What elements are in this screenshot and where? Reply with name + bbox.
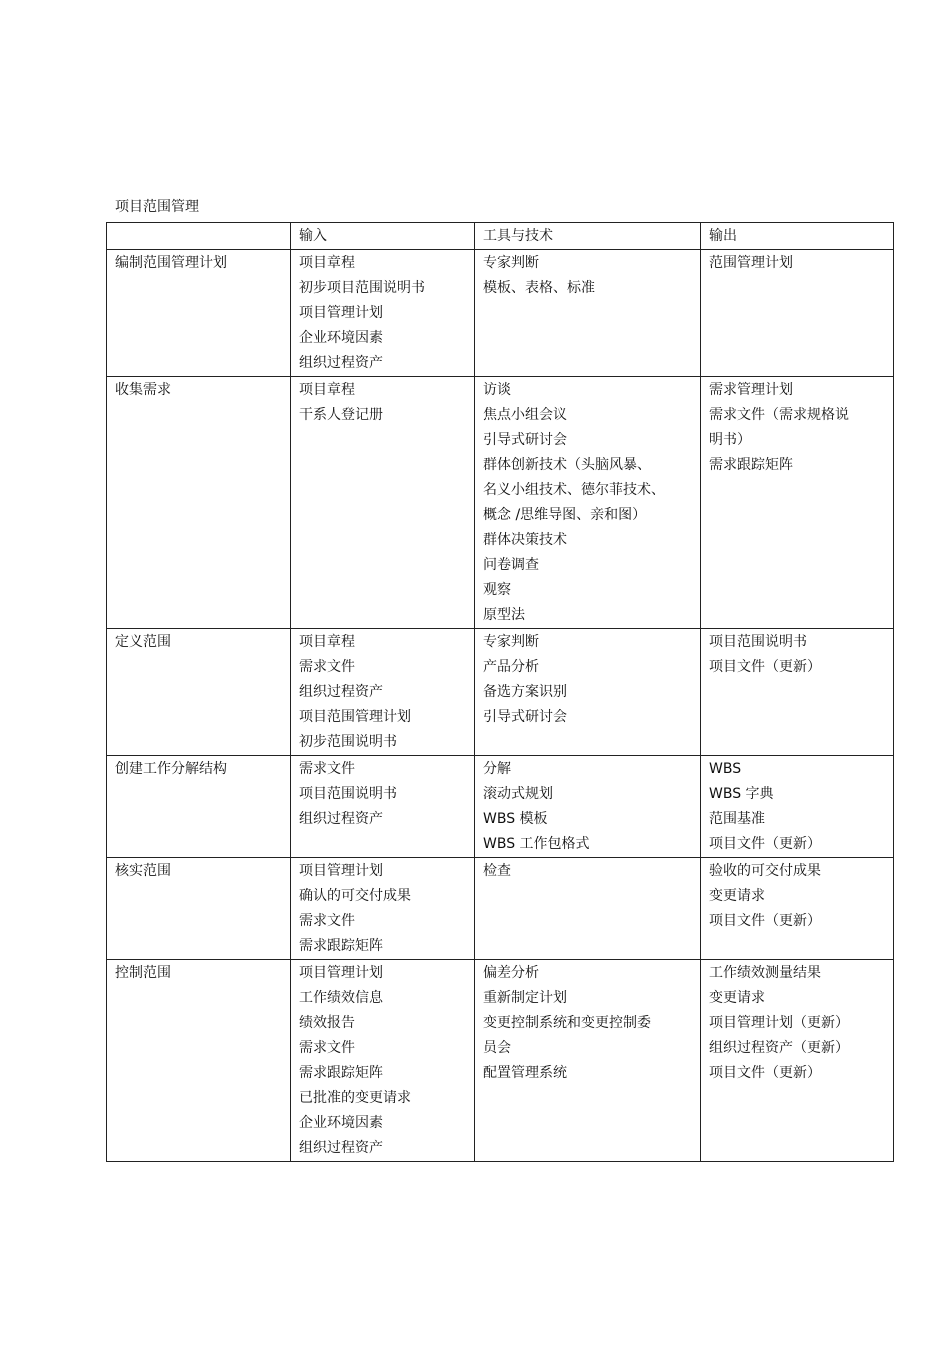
list-item: 组织过程资产（更新） bbox=[709, 1040, 849, 1056]
list-item: 滚动式规划 bbox=[483, 786, 553, 802]
list-item: 引导式研讨会 bbox=[483, 709, 567, 725]
scope-management-table bbox=[106, 222, 894, 1162]
table-row bbox=[107, 960, 894, 1162]
table-row bbox=[107, 377, 894, 629]
list-item: 专家判断 bbox=[483, 255, 539, 271]
process-name-cell: 控制范围 bbox=[107, 960, 291, 1162]
outputs-cell bbox=[701, 858, 894, 960]
header-cell-tools: 工具与技术 bbox=[475, 223, 701, 250]
list-item: 群体决策技术 bbox=[483, 532, 567, 548]
list-item: 概念 /思维导图、亲和图） bbox=[483, 507, 647, 523]
list-item: 需求文件（需求规格说 bbox=[709, 407, 849, 423]
outputs-cell bbox=[701, 250, 894, 377]
list-item: 组织过程资产 bbox=[299, 355, 383, 371]
process-name-cell: 核实范围 bbox=[107, 858, 291, 960]
list-item: 模板、表格、标准 bbox=[483, 280, 595, 296]
list-item: 企业环境因素 bbox=[299, 330, 383, 346]
list-item: 项目文件（更新） bbox=[709, 1065, 821, 1081]
tools-cell bbox=[475, 377, 701, 629]
header-cell-outputs: 输出 bbox=[701, 223, 894, 250]
list-item: 绩效报告 bbox=[299, 1015, 355, 1031]
list-item: 项目文件（更新） bbox=[709, 836, 821, 852]
list-item: WBS 模板 bbox=[483, 811, 548, 827]
inputs-cell bbox=[291, 960, 475, 1162]
inputs-cell bbox=[291, 250, 475, 377]
list-item: 验收的可交付成果 bbox=[709, 863, 821, 879]
list-item: 变更请求 bbox=[709, 888, 765, 904]
inputs-cell bbox=[291, 756, 475, 858]
outputs-cell bbox=[701, 756, 894, 858]
table-row bbox=[107, 250, 894, 377]
list-item: 重新制定计划 bbox=[483, 990, 567, 1006]
list-item: 需求跟踪矩阵 bbox=[709, 457, 793, 473]
list-item: 项目范围说明书 bbox=[299, 786, 397, 802]
header-cell-empty bbox=[107, 223, 291, 250]
list-item: 需求跟踪矩阵 bbox=[299, 938, 383, 954]
list-item: 范围管理计划 bbox=[709, 255, 793, 271]
list-item: 工作绩效信息 bbox=[299, 990, 383, 1006]
list-item: 访谈 bbox=[483, 382, 511, 398]
document-title: 项目范围管理 bbox=[115, 199, 199, 215]
table-row bbox=[107, 858, 894, 960]
tools-cell bbox=[475, 960, 701, 1162]
list-item: 范围基准 bbox=[709, 811, 765, 827]
list-item: 名义小组技术、德尔菲技术、 bbox=[483, 482, 665, 498]
inputs-cell bbox=[291, 629, 475, 756]
list-item: 项目管理计划 bbox=[299, 863, 383, 879]
list-item: 工作绩效测量结果 bbox=[709, 965, 821, 981]
list-item: WBS bbox=[709, 761, 742, 777]
list-item: 组织过程资产 bbox=[299, 1140, 383, 1156]
inputs-cell bbox=[291, 377, 475, 629]
list-item: 项目管理计划 bbox=[299, 305, 383, 321]
table-row bbox=[107, 756, 894, 858]
list-item: 员会 bbox=[483, 1040, 511, 1056]
list-item: 备选方案识别 bbox=[483, 684, 567, 700]
tools-cell bbox=[475, 756, 701, 858]
outputs-cell bbox=[701, 960, 894, 1162]
list-item: 需求文件 bbox=[299, 913, 355, 929]
list-item: 项目章程 bbox=[299, 382, 355, 398]
list-item: 企业环境因素 bbox=[299, 1115, 383, 1131]
list-item: 分解 bbox=[483, 761, 511, 777]
list-item: 项目章程 bbox=[299, 255, 355, 271]
list-item: 需求文件 bbox=[299, 659, 355, 675]
list-item: 已批准的变更请求 bbox=[299, 1090, 411, 1106]
list-item: 检查 bbox=[483, 863, 511, 879]
outputs-cell bbox=[701, 377, 894, 629]
list-item: 焦点小组会议 bbox=[483, 407, 567, 423]
list-item: 项目范围说明书 bbox=[709, 634, 807, 650]
list-item: 组织过程资产 bbox=[299, 684, 383, 700]
list-item: 项目管理计划 bbox=[299, 965, 383, 981]
list-item: 需求文件 bbox=[299, 1040, 355, 1056]
process-name-cell: 定义范围 bbox=[107, 629, 291, 756]
list-item: 配置管理系统 bbox=[483, 1065, 567, 1081]
list-item: 干系人登记册 bbox=[299, 407, 383, 423]
list-item: 需求管理计划 bbox=[709, 382, 793, 398]
process-name-cell: 收集需求 bbox=[107, 377, 291, 629]
list-item: 变更请求 bbox=[709, 990, 765, 1006]
outputs-cell bbox=[701, 629, 894, 756]
list-item: WBS 工作包格式 bbox=[483, 836, 590, 852]
list-item: 项目文件（更新） bbox=[709, 659, 821, 675]
process-name-cell: 编制范围管理计划 bbox=[107, 250, 291, 377]
list-item: 产品分析 bbox=[483, 659, 539, 675]
list-item: 原型法 bbox=[483, 607, 525, 623]
list-item: 确认的可交付成果 bbox=[299, 888, 411, 904]
header-cell-inputs: 输入 bbox=[291, 223, 475, 250]
list-item: 群体创新技术（头脑风暴、 bbox=[483, 457, 651, 473]
list-item: 初步项目范围说明书 bbox=[299, 280, 425, 296]
list-item: 组织过程资产 bbox=[299, 811, 383, 827]
table-header-row bbox=[107, 223, 894, 250]
list-item: 明书） bbox=[709, 432, 751, 448]
list-item: 专家判断 bbox=[483, 634, 539, 650]
inputs-cell bbox=[291, 858, 475, 960]
list-item: 变更控制系统和变更控制委 bbox=[483, 1015, 651, 1031]
list-item: 需求文件 bbox=[299, 761, 355, 777]
list-item: 观察 bbox=[483, 582, 511, 598]
list-item: 需求跟踪矩阵 bbox=[299, 1065, 383, 1081]
tools-cell bbox=[475, 250, 701, 377]
list-item: 项目章程 bbox=[299, 634, 355, 650]
list-item: WBS 字典 bbox=[709, 786, 774, 802]
list-item: 问卷调查 bbox=[483, 557, 539, 573]
list-item: 项目文件（更新） bbox=[709, 913, 821, 929]
process-name-cell: 创建工作分解结构 bbox=[107, 756, 291, 858]
table-row bbox=[107, 629, 894, 756]
list-item: 引导式研讨会 bbox=[483, 432, 567, 448]
list-item: 初步范围说明书 bbox=[299, 734, 397, 750]
list-item: 项目管理计划（更新） bbox=[709, 1015, 849, 1031]
tools-cell bbox=[475, 858, 701, 960]
tools-cell bbox=[475, 629, 701, 756]
list-item: 项目范围管理计划 bbox=[299, 709, 411, 725]
list-item: 偏差分析 bbox=[483, 965, 539, 981]
